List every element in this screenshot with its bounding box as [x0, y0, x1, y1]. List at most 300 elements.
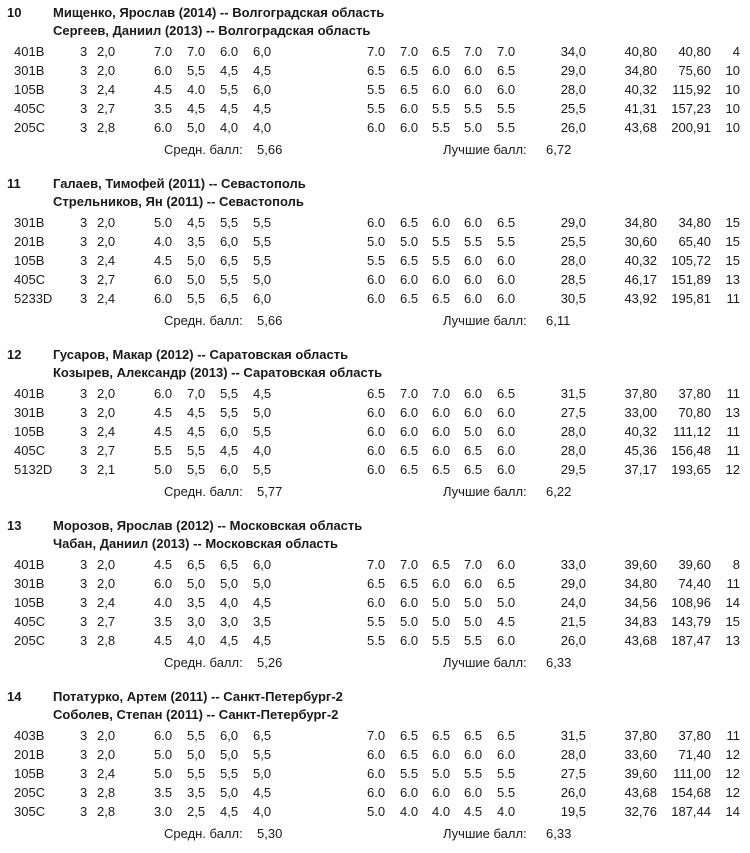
cell-dd-mult: 3 — [80, 462, 88, 477]
cell-j1: 6.0 — [154, 576, 173, 591]
cell-j6: 6.0 — [400, 272, 419, 287]
cell-j8: 5.0 — [464, 595, 483, 610]
cell-difficulty: 2,0 — [97, 576, 116, 591]
pair-rank: 11 — [7, 176, 21, 191]
cell-j8: 5.0 — [464, 614, 483, 629]
cell-dive-score: 43,68 — [624, 633, 657, 648]
athlete-2-name: Соболев, Степан (2011) -- Санкт-Петербург-2 — [53, 707, 339, 722]
cell-j2: 5,0 — [187, 576, 206, 591]
cell-dive-code: 401B — [14, 386, 45, 401]
cell-j4: 6,0 — [253, 82, 272, 97]
cell-j1: 4.5 — [154, 557, 173, 572]
cell-j4: 4,5 — [253, 633, 272, 648]
cell-dd-mult: 3 — [80, 804, 88, 819]
cell-j3: 5,5 — [220, 215, 239, 230]
cell-difficulty: 2,0 — [97, 747, 116, 762]
pair-summary — [0, 824, 750, 843]
cell-dive-score: 34,80 — [624, 576, 657, 591]
cell-place: 13 — [725, 405, 740, 420]
cell-j5: 6.5 — [367, 576, 386, 591]
cell-j8: 5.5 — [464, 633, 483, 648]
dive-row — [0, 270, 750, 289]
cell-j3: 6,0 — [220, 728, 239, 743]
cell-j3: 6,5 — [220, 291, 239, 306]
dive-row — [0, 764, 750, 783]
cell-j4: 5,0 — [253, 766, 272, 781]
cell-dive-code: 305C — [14, 804, 46, 819]
cell-dd-mult: 3 — [80, 424, 88, 439]
cell-dive-code: 405C — [14, 443, 46, 458]
cell-place: 14 — [725, 804, 740, 819]
avg-value: 5,77 — [257, 484, 283, 499]
cell-raw-score: 25,5 — [560, 234, 586, 249]
pair-summary — [0, 140, 750, 159]
cell-dive-score: 43,68 — [624, 120, 657, 135]
cell-j8: 6.0 — [464, 405, 483, 420]
cell-raw-score: 27,5 — [560, 405, 586, 420]
cell-j2: 5,0 — [187, 253, 206, 268]
cell-place: 11 — [726, 728, 740, 743]
cell-difficulty: 2,7 — [97, 101, 116, 116]
cell-dive-code: 405C — [14, 614, 46, 629]
cell-j2: 4.0 — [187, 82, 206, 97]
cell-j5: 5.5 — [367, 82, 386, 97]
cell-difficulty: 2,4 — [97, 766, 116, 781]
cell-dd-mult: 3 — [80, 785, 88, 800]
cell-j6: 4.0 — [400, 804, 419, 819]
cell-j5: 5.5 — [367, 633, 386, 648]
cell-j8: 6.0 — [464, 785, 483, 800]
cell-j9: 6.0 — [497, 443, 516, 458]
cell-j7: 6.5 — [432, 728, 451, 743]
cell-j5: 6.0 — [367, 291, 386, 306]
cell-dive-score: 34,80 — [624, 63, 657, 78]
cell-j4: 6,0 — [253, 44, 272, 59]
cell-dd-mult: 3 — [80, 120, 88, 135]
cell-j2: 5,0 — [187, 747, 206, 762]
cell-j2: 6,5 — [187, 557, 206, 572]
cell-j3: 4,5 — [220, 443, 239, 458]
cell-j1: 6.0 — [154, 728, 173, 743]
cell-j3: 6,0 — [220, 424, 239, 439]
cell-dd-mult: 3 — [80, 747, 88, 762]
pair-result-block — [0, 346, 750, 511]
best-label: Лучшие балл: — [443, 655, 527, 670]
cell-j7: 5.5 — [432, 253, 451, 268]
cell-j1: 6.0 — [154, 386, 173, 401]
avg-value: 5,66 — [257, 142, 283, 157]
pair-rank: 13 — [7, 518, 22, 533]
cell-raw-score: 28,0 — [560, 747, 586, 762]
cell-place: 11 — [726, 576, 740, 591]
cell-dive-score: 41,31 — [624, 101, 657, 116]
cell-total-score: 154,68 — [671, 785, 711, 800]
cell-total-score: 115,92 — [672, 82, 711, 97]
cell-total-score: 111,12 — [673, 424, 711, 439]
cell-dive-code: 401B — [14, 44, 45, 59]
cell-raw-score: 28,0 — [560, 424, 586, 439]
cell-place: 13 — [725, 272, 740, 287]
pair-result-block — [0, 517, 750, 682]
cell-total-score: 143,79 — [671, 614, 711, 629]
cell-j9: 6.5 — [497, 386, 516, 401]
cell-j8: 6.0 — [464, 63, 483, 78]
cell-dd-mult: 3 — [80, 595, 88, 610]
cell-j9: 6.0 — [497, 82, 516, 97]
cell-j2: 5,5 — [187, 766, 206, 781]
avg-label: Средн. балл: — [164, 826, 243, 841]
cell-j7: 6.0 — [432, 747, 451, 762]
cell-j9: 6.5 — [497, 63, 516, 78]
cell-dive-score: 45,36 — [624, 443, 657, 458]
cell-j9: 6.5 — [497, 215, 516, 230]
cell-j3: 4,5 — [220, 633, 239, 648]
cell-place: 11 — [726, 291, 740, 306]
cell-difficulty: 2,4 — [97, 253, 116, 268]
cell-dive-code: 105B — [14, 253, 45, 268]
cell-j9: 6.5 — [497, 728, 516, 743]
cell-dive-code: 105B — [14, 595, 45, 610]
cell-dd-mult: 3 — [80, 82, 88, 97]
cell-dive-code: 105B — [14, 424, 45, 439]
cell-j1: 5.0 — [154, 766, 173, 781]
cell-total-score: 39,60 — [678, 557, 711, 572]
cell-dive-code: 205C — [14, 785, 46, 800]
cell-j3: 6,0 — [220, 234, 239, 249]
cell-j3: 5,5 — [220, 82, 239, 97]
cell-difficulty: 2,0 — [97, 215, 116, 230]
cell-place: 12 — [725, 785, 740, 800]
cell-j3: 6,0 — [220, 462, 239, 477]
cell-j5: 7.0 — [367, 728, 386, 743]
athlete-1-name: Гусаров, Макар (2012) -- Саратовская область — [53, 347, 349, 362]
cell-j9: 6.0 — [497, 405, 516, 420]
cell-j2: 3,5 — [187, 785, 206, 800]
cell-j2: 5,0 — [187, 120, 206, 135]
cell-place: 15 — [725, 253, 740, 268]
avg-value: 5,26 — [257, 655, 283, 670]
cell-j1: 5.0 — [154, 215, 173, 230]
pair-rank: 14 — [7, 689, 22, 704]
cell-j7: 6.0 — [432, 576, 451, 591]
pair-summary — [0, 482, 750, 501]
best-value: 6,72 — [546, 142, 572, 157]
cell-total-score: 108,96 — [671, 595, 711, 610]
cell-j3: 4,0 — [220, 120, 239, 135]
cell-j4: 4,5 — [253, 595, 272, 610]
cell-j5: 6.0 — [367, 405, 386, 420]
cell-j2: 3,5 — [187, 234, 206, 249]
cell-total-score: 151,89 — [671, 272, 711, 287]
cell-j1: 6.0 — [154, 272, 173, 287]
cell-j6: 6.0 — [400, 424, 419, 439]
cell-difficulty: 2,1 — [97, 462, 116, 477]
cell-raw-score: 31,5 — [560, 728, 586, 743]
cell-difficulty: 2,7 — [97, 272, 116, 287]
cell-dive-code: 5132D — [14, 462, 53, 477]
dive-row — [0, 422, 750, 441]
dive-row — [0, 289, 750, 308]
cell-j2: 4,5 — [187, 215, 206, 230]
cell-j1: 6.0 — [154, 291, 173, 306]
pair-summary — [0, 653, 750, 672]
cell-j5: 6.0 — [367, 120, 386, 135]
cell-j7: 6.5 — [432, 557, 451, 572]
cell-difficulty: 2,8 — [97, 804, 116, 819]
cell-j4: 6,5 — [253, 728, 272, 743]
cell-dive-score: 30,60 — [624, 234, 657, 249]
cell-dive-score: 33,00 — [624, 405, 657, 420]
cell-j5: 7.0 — [367, 44, 386, 59]
cell-j7: 6.0 — [432, 82, 451, 97]
cell-total-score: 70,80 — [678, 405, 711, 420]
cell-j4: 5,5 — [253, 234, 272, 249]
cell-j9: 5.5 — [497, 101, 516, 116]
best-value: 6,11 — [546, 313, 571, 328]
dive-row — [0, 384, 750, 403]
cell-j5: 5.5 — [367, 253, 386, 268]
cell-j6: 6.0 — [400, 101, 419, 116]
athlete-2-name: Козырев, Александр (2013) -- Саратовская область — [53, 365, 383, 380]
best-label: Лучшие балл: — [443, 142, 527, 157]
cell-dd-mult: 3 — [80, 557, 88, 572]
cell-j8: 6.0 — [464, 576, 483, 591]
cell-j4: 4,5 — [253, 785, 272, 800]
cell-j3: 4,0 — [220, 595, 239, 610]
cell-j2: 2,5 — [187, 804, 206, 819]
athlete-1-name: Мищенко, Ярослав (2014) -- Волгоградская область — [53, 5, 385, 20]
cell-j9: 7.0 — [497, 44, 516, 59]
cell-j8: 6.5 — [464, 728, 483, 743]
cell-place: 11 — [726, 386, 740, 401]
cell-j5: 6.0 — [367, 272, 386, 287]
cell-j3: 4,5 — [220, 101, 239, 116]
cell-j4: 5,0 — [253, 272, 272, 287]
pair-result-block — [0, 688, 750, 853]
cell-j9: 5.5 — [497, 120, 516, 135]
cell-j6: 6.5 — [400, 462, 419, 477]
cell-j6: 6.0 — [400, 595, 419, 610]
cell-total-score: 156,48 — [671, 443, 711, 458]
cell-j7: 6.5 — [432, 462, 451, 477]
cell-j7: 6.0 — [432, 405, 451, 420]
cell-j8: 6.5 — [464, 462, 483, 477]
cell-j4: 5,0 — [253, 405, 272, 420]
avg-value: 5,66 — [257, 313, 283, 328]
cell-dive-score: 40,80 — [624, 44, 657, 59]
cell-j3: 5,5 — [220, 405, 239, 420]
cell-dive-score: 40,32 — [624, 424, 657, 439]
cell-j1: 5.0 — [154, 747, 173, 762]
dive-row — [0, 213, 750, 232]
cell-total-score: 195,81 — [671, 291, 711, 306]
cell-j7: 4.0 — [432, 804, 451, 819]
cell-j4: 5,5 — [253, 253, 272, 268]
cell-j8: 6.0 — [464, 253, 483, 268]
cell-j1: 3.5 — [154, 614, 173, 629]
cell-raw-score: 29,5 — [560, 462, 586, 477]
cell-j2: 3,5 — [187, 595, 206, 610]
cell-j2: 5,0 — [187, 272, 206, 287]
cell-difficulty: 2,8 — [97, 785, 116, 800]
cell-total-score: 74,40 — [678, 576, 711, 591]
cell-raw-score: 29,0 — [560, 576, 586, 591]
cell-j6: 6.0 — [400, 633, 419, 648]
cell-difficulty: 2,4 — [97, 82, 116, 97]
cell-dive-code: 201B — [14, 747, 45, 762]
cell-j3: 5,0 — [220, 747, 239, 762]
cell-j6: 6.0 — [400, 120, 419, 135]
cell-j8: 5.5 — [464, 234, 483, 249]
cell-j8: 5.0 — [464, 120, 483, 135]
athlete-1-name: Морозов, Ярослав (2012) -- Московская область — [53, 518, 363, 533]
cell-difficulty: 2,0 — [97, 63, 116, 78]
cell-j5: 6.5 — [367, 63, 386, 78]
cell-j5: 6.0 — [367, 443, 386, 458]
cell-j9: 5.5 — [497, 766, 516, 781]
cell-dd-mult: 3 — [80, 766, 88, 781]
athlete-1-name: Галаев, Тимофей (2011) -- Севастополь — [53, 176, 306, 191]
dive-row — [0, 555, 750, 574]
cell-dive-code: 301B — [14, 405, 45, 420]
cell-j1: 3.0 — [154, 804, 173, 819]
cell-dive-score: 34,80 — [624, 215, 657, 230]
cell-j6: 6.5 — [400, 215, 419, 230]
cell-j3: 6,5 — [220, 253, 239, 268]
dive-row — [0, 802, 750, 821]
cell-j4: 6,0 — [253, 557, 272, 572]
cell-j3: 5,0 — [220, 576, 239, 591]
cell-dive-score: 37,17 — [624, 462, 657, 477]
best-value: 6,33 — [546, 655, 572, 670]
cell-j1: 4.5 — [154, 405, 173, 420]
cell-difficulty: 2,4 — [97, 424, 116, 439]
cell-j3: 3,0 — [220, 614, 239, 629]
dive-row — [0, 631, 750, 650]
cell-place: 12 — [725, 747, 740, 762]
cell-total-score: 193,65 — [671, 462, 711, 477]
cell-j7: 6.0 — [432, 424, 451, 439]
cell-j8: 6.0 — [464, 386, 483, 401]
cell-j5: 6.0 — [367, 424, 386, 439]
cell-j5: 5.5 — [367, 614, 386, 629]
cell-raw-score: 30,5 — [560, 291, 586, 306]
cell-j6: 6.5 — [400, 747, 419, 762]
cell-j9: 5.0 — [497, 595, 516, 610]
dive-row — [0, 80, 750, 99]
cell-dive-score: 40,32 — [624, 82, 657, 97]
cell-dd-mult: 3 — [80, 614, 88, 629]
cell-j5: 6.0 — [367, 595, 386, 610]
cell-j8: 7.0 — [464, 557, 483, 572]
avg-label: Средн. балл: — [164, 142, 243, 157]
cell-j7: 6.5 — [432, 44, 451, 59]
cell-raw-score: 29,0 — [560, 215, 586, 230]
cell-dive-score: 46,17 — [624, 272, 657, 287]
cell-total-score: 111,00 — [673, 766, 711, 781]
cell-difficulty: 2,0 — [97, 405, 116, 420]
cell-dive-score: 37,80 — [624, 386, 657, 401]
cell-j1: 4.0 — [154, 234, 173, 249]
cell-j5: 5.0 — [367, 804, 386, 819]
athlete-2-name: Сергеев, Даниил (2013) -- Волгоградская область — [53, 23, 371, 38]
cell-j6: 6.5 — [400, 576, 419, 591]
cell-j1: 4.5 — [154, 424, 173, 439]
cell-j5: 5.5 — [367, 101, 386, 116]
cell-dive-code: 405C — [14, 101, 46, 116]
cell-j7: 6.5 — [432, 291, 451, 306]
cell-j7: 5.5 — [432, 120, 451, 135]
cell-dive-code: 301B — [14, 576, 45, 591]
best-value: 6,33 — [546, 826, 572, 841]
cell-difficulty: 2,4 — [97, 595, 116, 610]
cell-difficulty: 2,0 — [97, 728, 116, 743]
cell-total-score: 40,80 — [678, 44, 711, 59]
cell-raw-score: 28,0 — [560, 82, 586, 97]
cell-j1: 5.5 — [154, 443, 173, 458]
cell-dive-score: 43,68 — [624, 785, 657, 800]
cell-j9: 6.0 — [497, 557, 516, 572]
cell-dive-score: 43,92 — [624, 291, 657, 306]
cell-j9: 6.0 — [497, 424, 516, 439]
dive-row — [0, 726, 750, 745]
cell-raw-score: 31,5 — [560, 386, 586, 401]
cell-dd-mult: 3 — [80, 728, 88, 743]
cell-j6: 6.5 — [400, 443, 419, 458]
cell-place: 15 — [725, 234, 740, 249]
cell-j8: 5.5 — [464, 766, 483, 781]
cell-j7: 6.0 — [432, 63, 451, 78]
cell-j2: 7,0 — [187, 386, 206, 401]
cell-place: 4 — [732, 44, 740, 59]
cell-j1: 3.5 — [154, 785, 173, 800]
pair-rank: 12 — [7, 347, 22, 362]
dive-row — [0, 593, 750, 612]
cell-j6: 7.0 — [400, 386, 419, 401]
cell-dive-score: 34,83 — [624, 614, 657, 629]
cell-place: 13 — [725, 633, 740, 648]
cell-j6: 5.0 — [400, 614, 419, 629]
dive-row — [0, 61, 750, 80]
cell-j1: 6.0 — [154, 120, 173, 135]
cell-total-score: 71,40 — [678, 747, 711, 762]
athlete-1-name: Потатурко, Артем (2011) -- Санкт-Петербург-2 — [53, 689, 343, 704]
cell-j9: 6.0 — [497, 747, 516, 762]
cell-j7: 5.0 — [432, 766, 451, 781]
cell-dive-code: 405C — [14, 272, 46, 287]
cell-total-score: 157,23 — [671, 101, 711, 116]
cell-j6: 6.5 — [400, 63, 419, 78]
cell-j7: 5.5 — [432, 633, 451, 648]
cell-j6: 6.0 — [400, 785, 419, 800]
cell-j2: 5,5 — [187, 63, 206, 78]
cell-total-score: 75,60 — [678, 63, 711, 78]
cell-j9: 6.0 — [497, 462, 516, 477]
cell-j2: 4,5 — [187, 405, 206, 420]
athlete-2-name: Стрельников, Ян (2011) -- Севастополь — [53, 194, 304, 209]
cell-j4: 5,0 — [253, 576, 272, 591]
cell-dd-mult: 3 — [80, 101, 88, 116]
cell-raw-score: 21,5 — [560, 614, 586, 629]
cell-place: 10 — [725, 101, 740, 116]
cell-j6: 6.5 — [400, 728, 419, 743]
cell-j3: 6.0 — [220, 44, 239, 59]
cell-total-score: 105,72 — [671, 253, 711, 268]
cell-j4: 5,5 — [253, 747, 272, 762]
cell-place: 10 — [725, 63, 740, 78]
cell-j9: 5.5 — [497, 785, 516, 800]
cell-j3: 5,5 — [220, 272, 239, 287]
